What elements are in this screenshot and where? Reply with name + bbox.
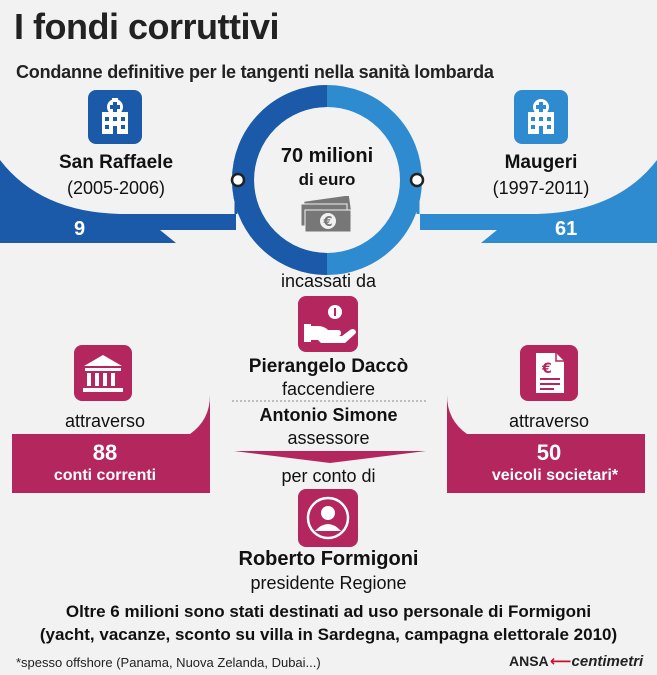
amount-line1: 70 milioni [280, 145, 374, 167]
bank-icon [74, 345, 132, 401]
right-channel-desc: veicoli societari* [491, 467, 619, 484]
arrow-wedge [234, 451, 426, 463]
document-euro-icon [520, 345, 578, 401]
person1-role: faccendiere [281, 379, 376, 399]
person-icon [298, 489, 358, 547]
left-channel-value: 88 [92, 440, 118, 465]
person3-role: presidente Regione [250, 573, 407, 593]
right-hospital-value: 61 [555, 218, 578, 240]
hand-coin-icon [298, 296, 358, 352]
page-subtitle: Condanne definitive per le tangenti nella sanità lombarda [16, 62, 494, 82]
credit-centimetri [550, 652, 643, 670]
right-hospital-period: (1997-2011) [492, 178, 590, 198]
footer-line2: (yacht, vacanze, sconto su villa in Sardegna, campagna elettorale 2010) [39, 625, 618, 644]
on-behalf-of: per conto di [281, 466, 376, 486]
left-hospital-value: 9 [74, 218, 86, 240]
centimetri-logo-icon: ⟵ [550, 653, 572, 670]
hospital-icon [514, 90, 568, 144]
person3-name: Roberto Formigoni [238, 548, 419, 570]
footnote: *spesso offshore (Panama, Nuova Zelanda, Dubai...) [16, 655, 321, 670]
left-hospital-period: (2005-2006) [66, 178, 166, 198]
left-dot [232, 174, 244, 186]
person2-role: assessore [287, 428, 370, 448]
right-channel-label: attraverso [508, 411, 590, 431]
person1-name: Pierangelo Daccò [248, 356, 409, 377]
left-hospital-name: San Raffaele [58, 152, 174, 173]
amount-line2: di euro [298, 170, 356, 189]
right-hospital-name: Maugeri [504, 152, 578, 173]
person2-name: Antonio Simone [259, 405, 398, 425]
money-icon [297, 196, 357, 239]
collected-by-caption: incassati da [280, 271, 377, 291]
footer-line1: Oltre 6 milioni sono stati destinati ad uso personale di Formigoni [65, 602, 592, 621]
svg-text:€: € [542, 361, 552, 377]
hospital-icon [88, 90, 142, 144]
svg-text:€: € [323, 215, 333, 230]
left-channel-label: attraverso [64, 411, 146, 431]
page-title: I fondi corruttivi [14, 6, 279, 47]
left-channel-desc: conti correnti [53, 467, 157, 484]
centimetri-text: centimetri [571, 653, 644, 670]
right-channel-value: 50 [536, 440, 562, 465]
credit-ansa: ANSA [509, 653, 549, 669]
right-dot [411, 174, 423, 186]
